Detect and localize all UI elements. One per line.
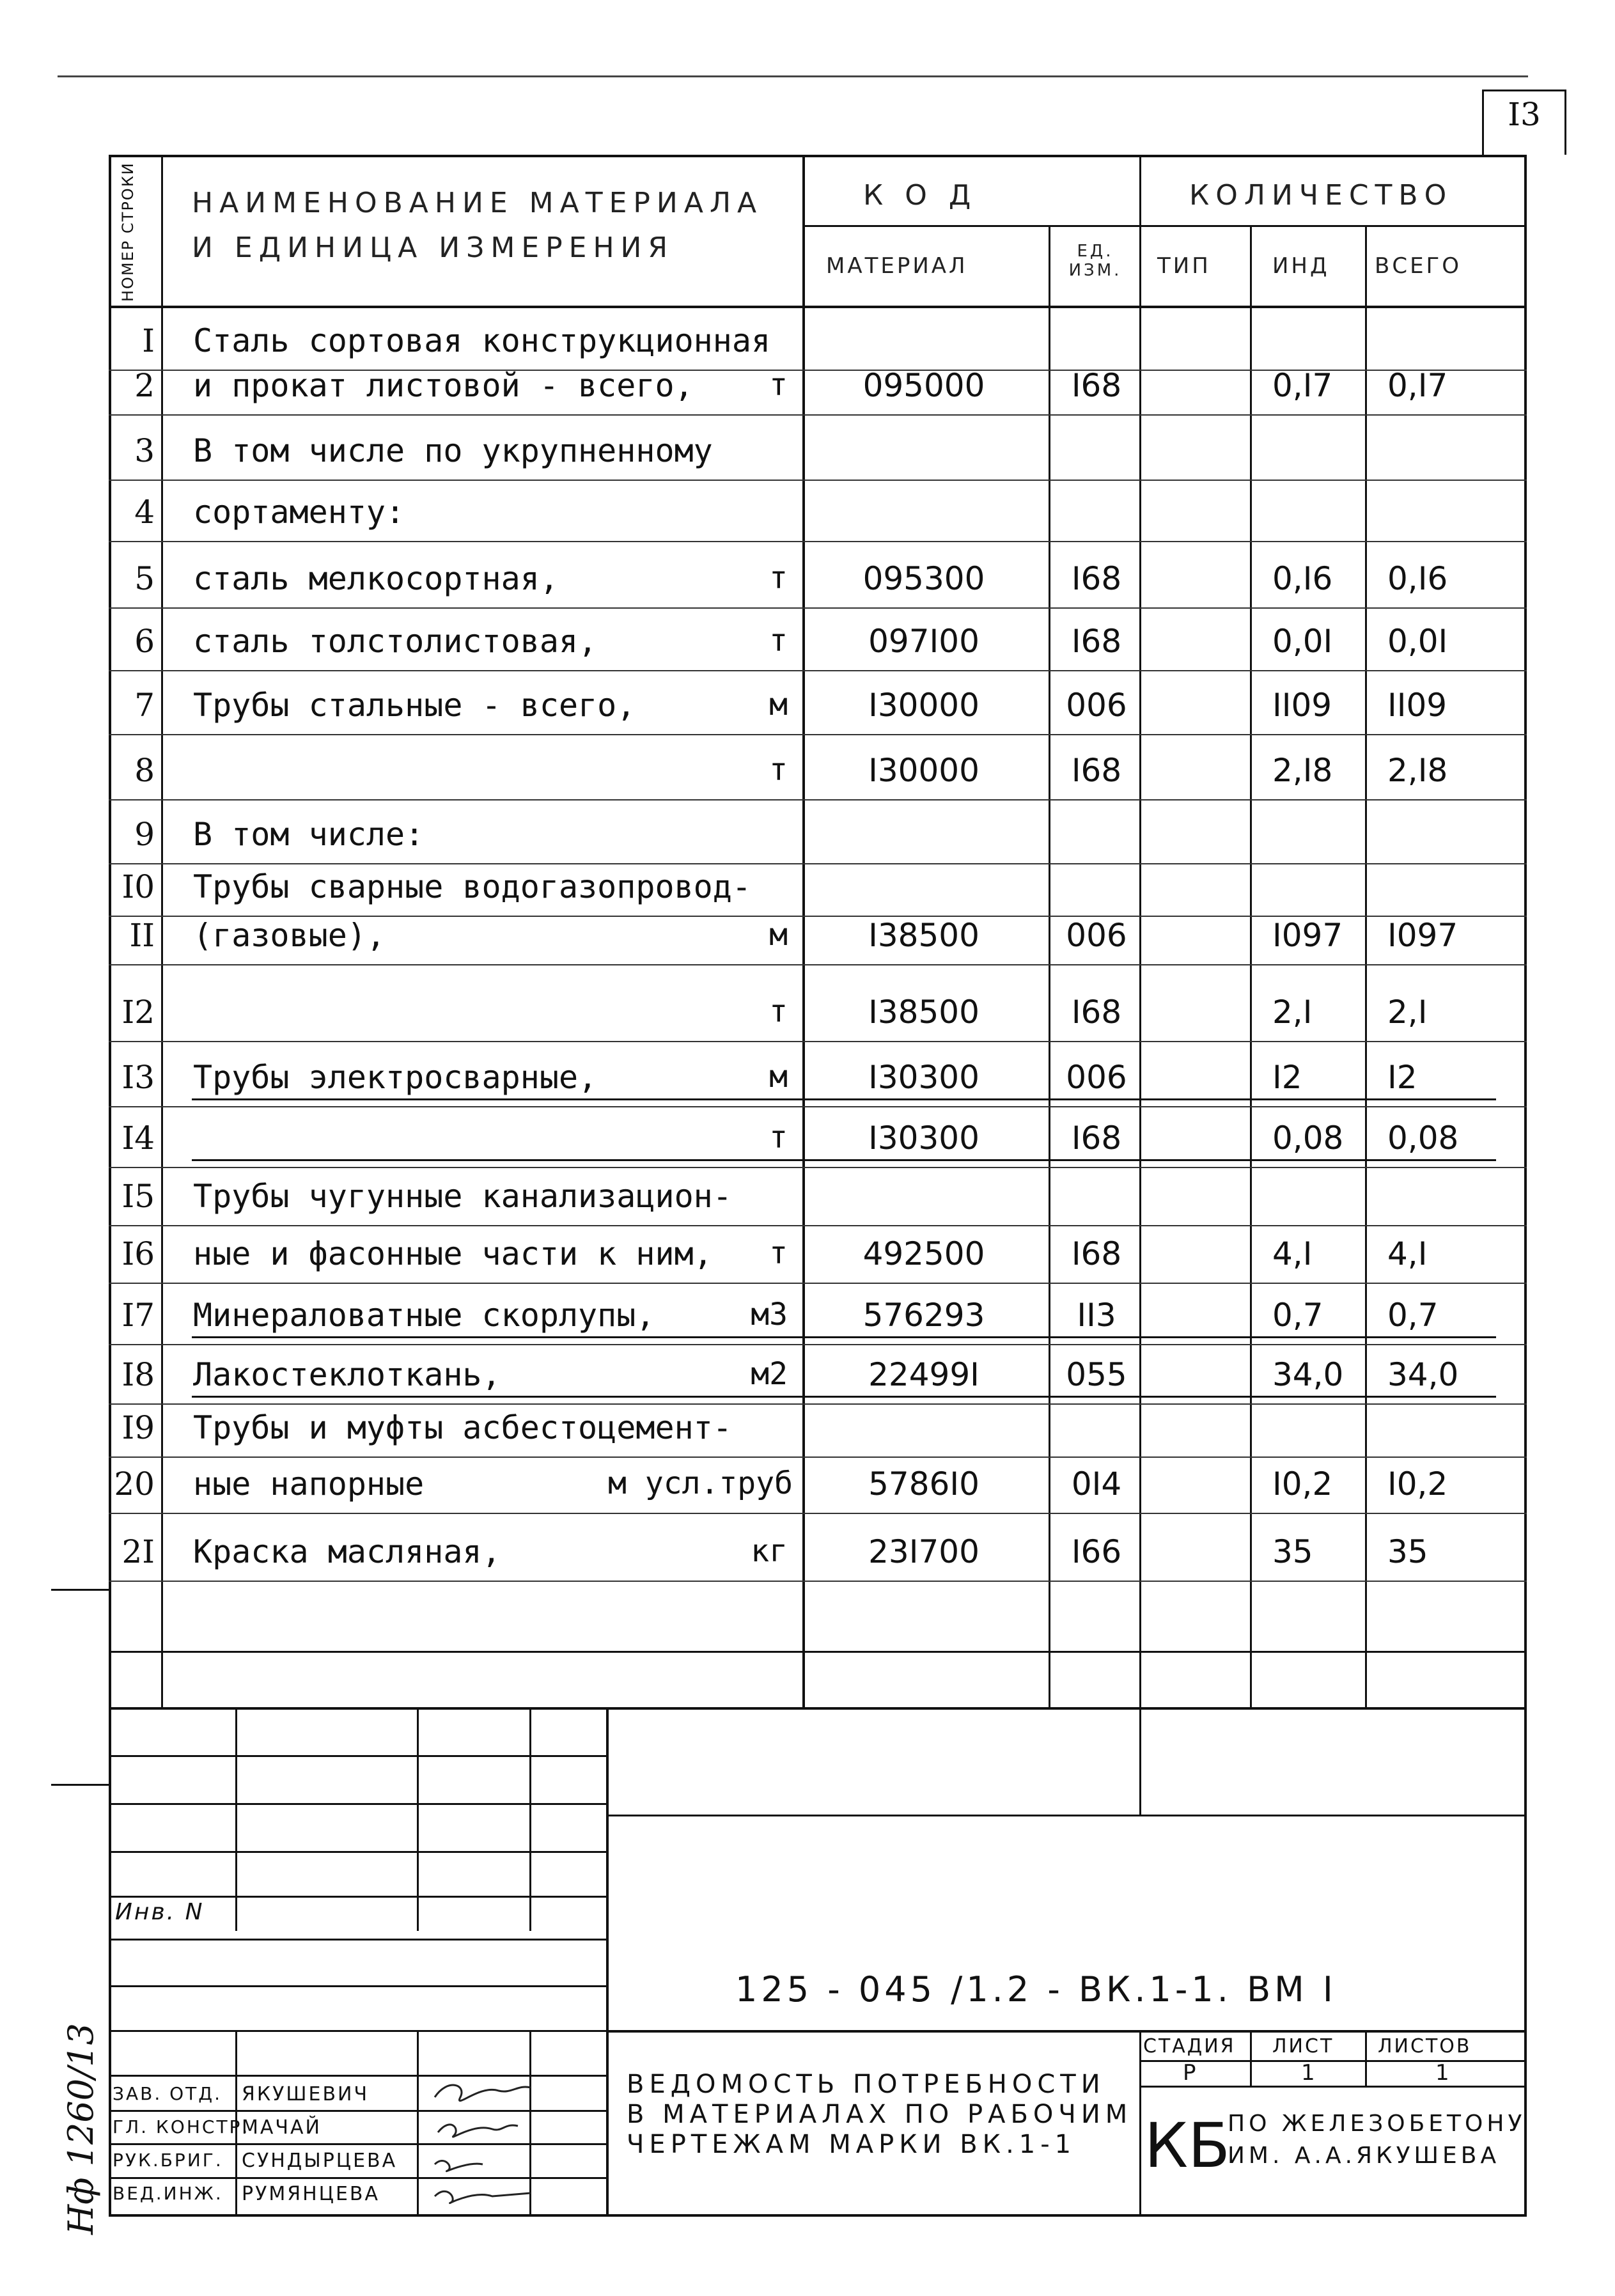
quantity-total: 0,I6	[1387, 560, 1448, 597]
material-unit: м	[769, 917, 788, 953]
material-name: Трубы и муфты асбестоцемент-	[193, 1409, 732, 1446]
stamp-vline	[1365, 2030, 1367, 2088]
row-number: I5	[121, 1178, 155, 1215]
quantity-total: 4,I	[1387, 1235, 1428, 1272]
qty-ind-header: ИНД	[1272, 253, 1330, 279]
quantity-ind: 0,7	[1272, 1297, 1323, 1334]
sheet-value: 1	[1301, 2060, 1317, 2086]
title-line-3: ЧЕРТЕЖАМ МАРКИ ВК.1-1	[627, 2130, 1077, 2159]
unit-code: I66	[1071, 1533, 1122, 1570]
row-number: I9	[121, 1409, 155, 1446]
row-underline	[192, 1336, 1496, 1338]
material-name: сортаменту:	[193, 494, 405, 531]
quantity-ind: I0,2	[1272, 1465, 1333, 1503]
row-line	[109, 1456, 1527, 1458]
table-bottom	[109, 1707, 1527, 1710]
unit-code: I68	[1071, 367, 1122, 404]
stamp-line	[606, 1815, 1527, 1816]
sig-name-2: МАЧАЙ	[242, 2116, 322, 2139]
material-unit: т	[769, 623, 788, 659]
stamp-vline	[606, 1707, 609, 2217]
row-line	[109, 1651, 1527, 1653]
quantity-ind: 0,08	[1272, 1120, 1344, 1157]
quantity-ind: 34,0	[1272, 1356, 1344, 1393]
material-name: Лакостеклоткань,	[193, 1356, 501, 1393]
quantity-total: II09	[1387, 687, 1447, 724]
unit-code: 055	[1066, 1356, 1127, 1393]
row-number: I3	[121, 1059, 155, 1096]
row-number: I	[142, 322, 155, 359]
row-number: 8	[134, 752, 155, 789]
stamp-line	[109, 2030, 607, 2032]
stamp-vline	[235, 1707, 237, 1931]
sig-name-4: РУМЯНЦЕВА	[242, 2183, 380, 2205]
row-underline	[192, 1098, 1496, 1100]
unit-code: 006	[1066, 687, 1127, 724]
material-unit: т	[769, 752, 788, 788]
quantity-total: 0,08	[1387, 1120, 1459, 1157]
stamp-line	[109, 1939, 607, 1941]
unit-code: I68	[1071, 623, 1122, 660]
quantity-header: КОЛИЧЕСТВО	[1189, 179, 1453, 212]
qty-total-header: ВСЕГО	[1375, 253, 1462, 279]
material-name: Трубы электросварные,	[193, 1059, 598, 1096]
row-line	[109, 1513, 1527, 1514]
quantity-total: 2,I8	[1387, 752, 1448, 789]
material-name: сталь мелкосортная,	[193, 560, 559, 597]
inventory-label: Инв. N	[115, 1899, 205, 1925]
quantity-ind: 0,I6	[1272, 560, 1333, 597]
material-name: В том числе:	[193, 816, 425, 853]
quantity-total: I097	[1387, 917, 1458, 954]
stamp-line	[109, 1803, 607, 1805]
material-name: Трубы чугунные канализацион-	[193, 1178, 732, 1215]
material-code: 097I00	[868, 623, 979, 660]
row-line	[109, 799, 1527, 800]
sig-role-4: ВЕД.ИНЖ.	[113, 2183, 223, 2204]
col-line	[802, 155, 805, 1708]
row-line	[109, 863, 1527, 864]
title-line-2: В МАТЕРИАЛАХ ПО РАБОЧИМ	[627, 2100, 1133, 2129]
stamp-vline	[1139, 1707, 1141, 1816]
material-unit: т	[769, 1120, 788, 1155]
col-line	[161, 155, 163, 1708]
material-code: I30300	[868, 1120, 979, 1157]
material-code: 576293	[862, 1297, 985, 1334]
row-line	[109, 414, 1527, 416]
material-unit: т	[769, 994, 788, 1029]
material-unit: м усл.труб	[608, 1465, 793, 1501]
unit-code: I68	[1071, 752, 1122, 789]
stamp-vline	[1139, 2030, 1141, 2217]
row-line	[109, 1344, 1527, 1345]
row-number: 3	[134, 432, 155, 469]
row-line	[109, 607, 1527, 609]
material-name: Трубы сварные водогазопровод-	[193, 868, 751, 905]
material-code: I30000	[868, 752, 979, 789]
org-line-1: ПО ЖЕЛЕЗОБЕТОНУ	[1228, 2111, 1526, 2137]
row-number: 9	[134, 816, 155, 853]
row-number-header: НОМЕР СТРОКИ	[119, 162, 137, 302]
row-number: 20	[114, 1465, 155, 1503]
stage-value: Р	[1183, 2060, 1198, 2086]
name-header-line1: НАИМЕНОВАНИЕ МАТЕРИАЛА	[192, 187, 763, 219]
row-number: I8	[121, 1356, 155, 1393]
header-bottom	[109, 306, 1527, 308]
quantity-ind: II09	[1272, 687, 1332, 724]
designation: 125 - 045 /1.2 - ВК.1-1. ВМ I	[735, 1969, 1337, 2010]
row-line	[109, 734, 1527, 735]
quantity-total: 35	[1387, 1533, 1428, 1570]
quantity-total: I0,2	[1387, 1465, 1448, 1503]
quantity-total: 0,7	[1387, 1297, 1439, 1334]
row-line	[109, 1167, 1527, 1168]
sig-role-1: ЗАВ. ОТД.	[113, 2083, 222, 2104]
org-line-2: ИМ. А.А.ЯКУШЕВА	[1228, 2143, 1501, 2169]
material-name: сталь толстолистовая,	[193, 623, 598, 660]
row-number: I4	[121, 1120, 155, 1157]
quantity-total: 2,I	[1387, 994, 1428, 1031]
row-number: II	[129, 917, 155, 954]
sig-name-3: СУНДЫРЦЕВА	[242, 2150, 398, 2172]
material-unit: м2	[751, 1356, 788, 1392]
stamp-vline	[1250, 2030, 1252, 2088]
quantity-ind: 0,0I	[1272, 623, 1333, 660]
quantity-ind: I2	[1272, 1059, 1302, 1096]
material-code: I38500	[868, 994, 979, 1031]
row-number: 7	[134, 687, 155, 724]
unit-code: I68	[1071, 1120, 1122, 1157]
stamp-vline	[417, 1707, 419, 1931]
material-unit: т	[769, 560, 788, 596]
material-name: и прокат листовой - всего,	[193, 367, 694, 404]
quantity-ind: 2,I8	[1272, 752, 1333, 789]
material-name: Краска масляная,	[193, 1533, 501, 1570]
row-line	[109, 1041, 1527, 1042]
handwritten-signatures	[422, 2072, 537, 2212]
quantity-ind: 2,I	[1272, 994, 1313, 1031]
row-number: 6	[134, 623, 155, 660]
col-line	[1365, 225, 1367, 1708]
quantity-ind: I097	[1272, 917, 1343, 954]
row-line	[109, 1225, 1527, 1226]
row-underline	[192, 1396, 1496, 1398]
row-number: I2	[121, 994, 155, 1031]
col-line	[1250, 225, 1252, 1708]
quantity-total: 0,0I	[1387, 623, 1448, 660]
sheets-label: ЛИСТОВ	[1378, 2035, 1472, 2058]
row-line	[109, 964, 1527, 965]
material-unit: м	[769, 1059, 788, 1095]
row-line	[109, 541, 1527, 542]
row-number: I7	[121, 1297, 155, 1334]
margin-tick	[51, 1589, 110, 1591]
unit-code: 0I4	[1071, 1465, 1122, 1503]
stamp-line	[109, 1896, 607, 1898]
sheet-label: ЛИСТ	[1272, 2035, 1334, 2058]
material-code: 095000	[862, 367, 985, 404]
material-name: Трубы стальные - всего,	[193, 687, 636, 724]
unit-code: I68	[1071, 1235, 1122, 1272]
unit-code: 006	[1066, 917, 1127, 954]
quantity-total: 34,0	[1387, 1356, 1459, 1393]
quantity-total: I2	[1387, 1059, 1417, 1096]
row-number: 5	[134, 560, 155, 597]
stamp-line	[109, 1985, 607, 1987]
row-number: I0	[121, 868, 155, 905]
material-name: ные и фасонные части к ним,	[193, 1235, 713, 1272]
stamp-line	[109, 1851, 607, 1853]
qty-type-header: ТИП	[1157, 253, 1211, 279]
material-code: I30000	[868, 687, 979, 724]
quantity-ind: 4,I	[1272, 1235, 1313, 1272]
code-material-header: МАТЕРИАЛ	[826, 253, 968, 279]
unit-code: II3	[1077, 1297, 1116, 1334]
stamp-line	[1139, 2086, 1527, 2088]
material-unit: м3	[751, 1297, 788, 1332]
material-code: I30300	[868, 1059, 979, 1096]
row-number: 2I	[121, 1533, 155, 1570]
row-number: 2	[134, 367, 155, 404]
stamp-line	[109, 1755, 607, 1757]
row-line	[109, 1283, 1527, 1284]
sheets-value: 1	[1435, 2060, 1451, 2086]
material-code: 5786I0	[868, 1465, 979, 1503]
unit-code: I68	[1071, 994, 1122, 1031]
material-name: (газовые),	[193, 917, 386, 954]
stamp-line	[606, 2030, 1527, 2033]
unit-code: I68	[1071, 560, 1122, 597]
material-name: В том числе по укрупненному	[193, 432, 713, 469]
material-name: Минераловатные скорлупы,	[193, 1297, 655, 1334]
code-unit-header: ЕД. ИЗМ.	[1068, 242, 1122, 280]
row-line	[109, 670, 1527, 671]
title-line-1: ВЕДОМОСТЬ ПОТРЕБНОСТИ	[627, 2070, 1105, 2099]
quantity-ind: 35	[1272, 1533, 1313, 1570]
quantity-total: 0,I7	[1387, 367, 1448, 404]
code-header: К О Д	[863, 179, 978, 212]
page-number: I3	[1508, 96, 1541, 133]
material-unit: т	[769, 1235, 788, 1271]
sig-role-3: РУК.БРИГ.	[113, 2150, 223, 2171]
col-line	[1049, 225, 1050, 1708]
material-code: I38500	[868, 917, 979, 954]
stamp-vline	[529, 1707, 531, 1931]
row-line	[109, 1106, 1527, 1107]
material-unit: м	[769, 687, 788, 722]
quantity-ind: 0,I7	[1272, 367, 1333, 404]
material-code: 492500	[862, 1235, 985, 1272]
org-mark: КБ	[1144, 2110, 1231, 2182]
sig-name-1: ЯКУШЕВИЧ	[242, 2083, 370, 2105]
material-unit: кг	[751, 1533, 788, 1569]
name-header-line2: И ЕДИНИЦА ИЗМЕРЕНИЯ	[192, 231, 675, 264]
material-name: ные напорные	[193, 1465, 425, 1503]
stage-label: СТАДИЯ	[1143, 2035, 1236, 2058]
header-divider	[802, 225, 1527, 227]
row-line	[109, 1403, 1527, 1405]
top-rule	[58, 75, 1528, 77]
material-name: Сталь сортовая конструкционная	[193, 322, 771, 359]
material-code: 095300	[862, 560, 985, 597]
row-number: 4	[134, 494, 155, 531]
row-line	[109, 1581, 1527, 1582]
material-code: 23I700	[868, 1533, 979, 1570]
unit-code: 006	[1066, 1059, 1127, 1096]
material-code: 22499I	[868, 1356, 979, 1393]
row-number: I6	[121, 1235, 155, 1272]
row-line	[109, 480, 1527, 481]
margin-tick	[51, 1784, 110, 1786]
material-unit: т	[769, 367, 788, 403]
row-underline	[192, 1159, 1496, 1161]
archive-number: Нф 1260/13	[61, 2023, 101, 2235]
stamp-vline	[417, 2030, 419, 2217]
sig-role-2: ГЛ. КОНСТР.	[113, 2116, 250, 2137]
